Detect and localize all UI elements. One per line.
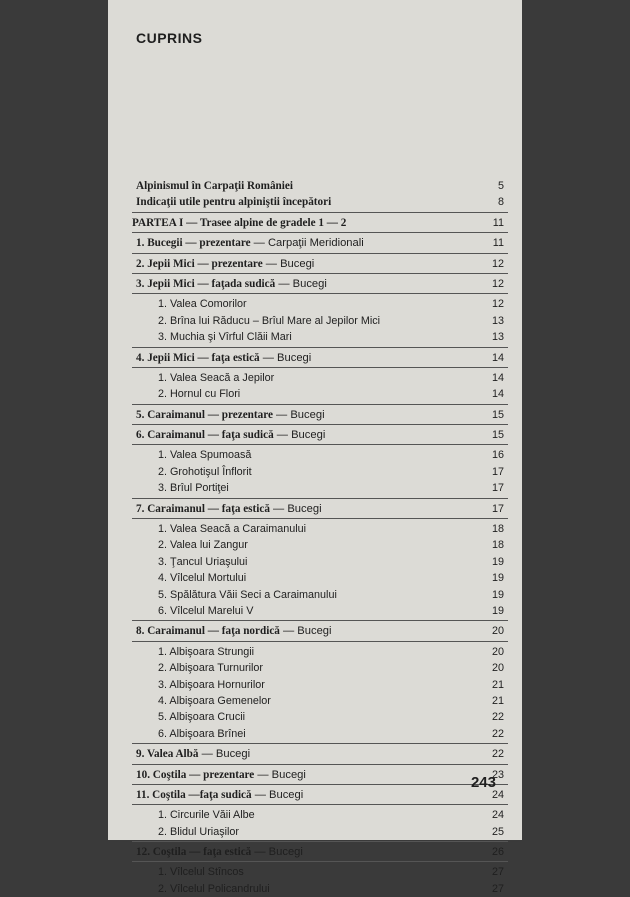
toc-entry-title: 4. Albişoara Gemenelor — [158, 694, 271, 707]
toc-entry-page: 12 — [491, 257, 504, 270]
toc-rule-line — [132, 273, 508, 274]
toc-entry-page: 15 — [491, 408, 504, 421]
toc-entry-page: 5 — [497, 180, 504, 192]
toc-entry-page: 27 — [491, 882, 504, 895]
toc-entry-title — [136, 427, 325, 443]
toc-entry — [108, 256, 522, 272]
toc-entry-title: 3. Ţancul Uriaşului — [158, 555, 248, 568]
toc-entry-title — [136, 235, 364, 251]
toc-entry — [108, 644, 522, 660]
toc-entry-title — [136, 767, 306, 783]
toc-entry-page: 18 — [491, 523, 504, 536]
toc-rule-line — [132, 212, 508, 213]
toc-entry-page: 14 — [491, 351, 504, 364]
toc-entry-page: 22 — [491, 711, 504, 724]
toc-entry-title — [136, 623, 332, 639]
toc-entry — [108, 787, 522, 803]
toc-entry-page: 11 — [492, 237, 504, 250]
toc-entry-page: 21 — [491, 694, 504, 707]
toc-entry-bold-title: 2. Jepii Mici — prezentare — [136, 257, 263, 270]
toc-entry-title — [136, 787, 303, 803]
toc-rule-line — [132, 444, 508, 445]
toc-entry — [108, 709, 522, 725]
toc-entry-title: 2. Vîlcelul Policandrului — [158, 882, 270, 895]
toc-entry-page: 26 — [491, 846, 504, 859]
toc-rule-line — [132, 367, 508, 368]
toc-entry-region: — Bucegi — [272, 408, 325, 421]
toc-entry — [108, 807, 522, 823]
toc-entry-region: — Bucegi — [262, 257, 315, 270]
toc-entry-title: 2. Albişoara Turnurilor — [158, 662, 264, 675]
toc-entry-page: 20 — [491, 662, 504, 675]
toc-entry-title — [136, 178, 293, 194]
toc-entry-region: — Bucegi — [251, 788, 304, 801]
toc-entry-page: 19 — [491, 588, 504, 601]
toc-entry-bold-title: 7. Caraimanul — faţa estică — [136, 502, 270, 515]
toc-entry — [108, 501, 522, 517]
toc-entry — [108, 313, 522, 329]
toc-entry-page: 8 — [497, 196, 504, 209]
toc-entry-page: 22 — [491, 748, 504, 761]
toc-entry-page: 23 — [491, 768, 504, 781]
toc-entry-bold-title: Alpinismul în Carpaţii României — [136, 180, 293, 192]
toc-entry-bold-title: 3. Jepii Mici — faţada sudică — [136, 277, 276, 290]
toc-entry-bold-title: 4. Jepii Mici — faţa estică — [136, 351, 260, 364]
toc-entry-region: — Bucegi — [273, 429, 326, 442]
toc-entry — [108, 537, 522, 553]
toc-entry-page: 18 — [491, 539, 504, 552]
toc-entry-bold-title: Indicaţii utile pentru alpiniştii începători — [136, 196, 332, 209]
toc-entry — [108, 603, 522, 619]
toc-rule-line — [132, 784, 508, 785]
toc-entry — [108, 587, 522, 603]
toc-entry — [108, 881, 522, 897]
table-of-contents — [108, 178, 522, 897]
toc-entry-page: 22 — [491, 727, 504, 740]
toc-entry — [108, 767, 522, 783]
toc-entry — [108, 427, 522, 443]
toc-rule-line — [132, 347, 508, 348]
toc-entry — [108, 329, 522, 345]
toc-entry-title: 3. Albişoara Hornurilor — [158, 678, 265, 691]
toc-entry-page: 24 — [491, 788, 504, 801]
toc-entry — [108, 693, 522, 709]
toc-entry-bold-title: 6. Caraimanul — faţa sudică — [136, 429, 274, 442]
toc-entry-title: 5. Albişoara Crucii — [158, 711, 246, 724]
page-number: 243 — [470, 774, 496, 791]
toc-rule-line — [132, 518, 508, 519]
toc-entry — [108, 844, 522, 860]
toc-rule-line — [132, 424, 508, 425]
toc-entry-page: 25 — [491, 825, 504, 838]
toc-entry — [108, 480, 522, 496]
toc-rule-line — [132, 743, 508, 744]
toc-entry-title: 2. Blidul Uriaşilor — [158, 825, 240, 838]
toc-rule-line — [132, 861, 508, 862]
toc-entry-title: 6. Vîlcelul Marelui V — [158, 604, 254, 617]
toc-entry-page: 14 — [491, 388, 504, 401]
toc-entry-page: 19 — [491, 604, 504, 617]
toc-entry-page: 17 — [491, 502, 504, 515]
toc-rule-line — [132, 620, 508, 621]
toc-entry-title — [136, 276, 327, 292]
toc-entry — [108, 824, 522, 840]
toc-entry-title: 1. Albişoara Strungii — [158, 645, 255, 658]
toc-entry-page: 19 — [491, 572, 504, 585]
toc-entry-page: 17 — [491, 482, 504, 495]
toc-rule-line — [132, 404, 508, 405]
toc-entry-region: — Carpaţii Meridionali — [250, 237, 364, 250]
toc-entry — [108, 464, 522, 480]
toc-entry — [108, 746, 522, 762]
toc-rule-line — [132, 232, 508, 233]
toc-entry-page: 13 — [491, 331, 504, 344]
toc-entry — [108, 864, 522, 880]
toc-entry — [108, 350, 522, 366]
toc-entry-title: 3. Brîul Portiţei — [158, 482, 229, 495]
toc-entry-title: 5. Spălătura Văii Seci a Caraimanului — [158, 588, 337, 601]
toc-entry-region: — Bucegi — [269, 502, 322, 515]
toc-entry-region: — Bucegi — [259, 351, 312, 364]
toc-entry-title: 6. Albişoara Brînei — [158, 727, 246, 740]
toc-rule-line — [132, 253, 508, 254]
toc-entry-page: 15 — [491, 429, 504, 442]
toc-entry-title: 1. Circurile Văii Albe — [158, 809, 255, 822]
toc-entry-page: 11 — [492, 216, 504, 229]
toc-entry — [108, 407, 522, 423]
toc-entry-title: 1. Vîlcelul Stîncos — [158, 866, 244, 879]
toc-entry-title: 1. Valea Spumoasă — [158, 449, 252, 462]
toc-entry-page: 17 — [491, 465, 504, 478]
toc-entry-bold-title: 8. Caraimanul — faţa nordică — [136, 625, 280, 638]
toc-entry — [108, 178, 522, 194]
toc-entry-bold-title: 12. Coştila — faţa estică — [136, 846, 252, 859]
toc-entry — [108, 660, 522, 676]
toc-entry-title — [136, 501, 322, 517]
toc-entry-bold-title: 9. Valea Albă — [136, 748, 199, 761]
toc-entry — [108, 276, 522, 292]
page-title: CUPRINS — [136, 30, 203, 46]
toc-entry-page: 21 — [491, 678, 504, 691]
toc-entry — [108, 386, 522, 402]
toc-entry-page: 12 — [491, 277, 504, 290]
toc-entry-title — [136, 844, 303, 860]
toc-entry-page: 14 — [491, 371, 504, 384]
toc-entry-region: — Bucegi — [254, 768, 306, 781]
toc-entry-page: 12 — [491, 298, 504, 311]
toc-entry-title — [136, 746, 250, 762]
toc-entry-title: 1. Valea Comorilor — [158, 298, 247, 311]
toc-rule-line — [132, 293, 508, 294]
toc-rule-line — [132, 498, 508, 499]
toc-rule-line — [132, 641, 508, 642]
toc-entry-page: 24 — [491, 809, 504, 822]
toc-entry — [108, 235, 522, 251]
toc-entry-bold-title: 1. Bucegii — prezentare — [136, 237, 251, 250]
toc-entry — [108, 296, 522, 312]
toc-entry-title — [136, 350, 311, 366]
toc-entry-page: 19 — [491, 555, 504, 568]
toc-entry-title: 2. Valea lui Zangur — [158, 539, 248, 552]
toc-entry-title — [136, 407, 325, 423]
toc-entry — [108, 521, 522, 537]
toc-entry-title: 2. Grohotişul Înflorit — [158, 465, 252, 478]
toc-entry-page: 13 — [491, 314, 504, 327]
toc-entry — [108, 677, 522, 693]
toc-entry — [108, 447, 522, 463]
toc-entry-title: 3. Muchia şi Vîrful Clăii Mari — [158, 331, 292, 344]
toc-rule-line — [132, 841, 508, 842]
toc-entry-bold-title: 5. Caraimanul — prezentare — [136, 408, 273, 421]
toc-entry — [108, 554, 522, 570]
toc-entry — [108, 370, 522, 386]
toc-entry-page: 20 — [491, 625, 504, 638]
toc-rule-line — [132, 804, 508, 805]
toc-rule-line — [132, 764, 508, 765]
toc-entry — [108, 570, 522, 586]
toc-entry — [108, 726, 522, 742]
toc-entry-region: — Bucegi — [279, 625, 332, 638]
toc-entry-bold-title: 11. Coştila —faţa sudică — [136, 788, 252, 801]
toc-entry-region: — Bucegi — [198, 748, 251, 761]
toc-entry-title: 1. Valea Seacă a Caraimanului — [158, 523, 307, 536]
toc-entry-page: 27 — [491, 866, 504, 879]
toc-entry-bold-title: PARTEA I — Trasee alpine de gradele 1 — 2 — [132, 216, 347, 229]
toc-entry-title: 2. Brîna lui Răducu – Brîul Mare al Jepilor Mici — [158, 314, 381, 327]
toc-entry-title: 1. Valea Seacă a Jepilor — [158, 371, 275, 384]
toc-entry — [108, 215, 522, 231]
toc-entry-page: 16 — [491, 449, 504, 462]
toc-entry-title — [136, 256, 314, 272]
toc-entry-page: 20 — [491, 645, 504, 658]
toc-entry-region: — Bucegi — [275, 277, 327, 290]
toc-entry-title: 4. Vîlcelul Mortului — [158, 572, 247, 585]
toc-entry-bold-title: 10. Coştila — prezentare — [136, 768, 255, 781]
toc-entry — [108, 623, 522, 639]
toc-entry — [108, 194, 522, 210]
toc-entry-title — [136, 194, 331, 210]
toc-entry-title: 2. Hornul cu Flori — [158, 388, 241, 401]
toc-entry-region: — Bucegi — [251, 846, 303, 859]
toc-entry-title — [132, 215, 346, 231]
book-page — [108, 0, 522, 895]
